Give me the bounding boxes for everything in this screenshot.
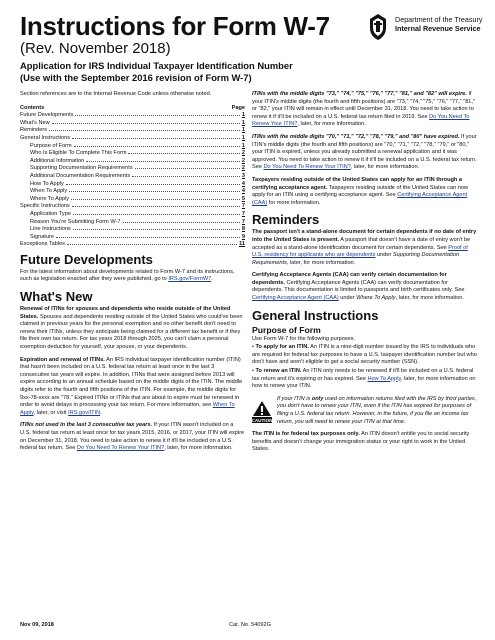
toc-leader-dots xyxy=(72,206,240,207)
toc-leader-dots xyxy=(86,161,240,162)
caution-box xyxy=(252,396,477,426)
toc-row[interactable] xyxy=(20,181,245,189)
apply-bullet-text: An ITIN is a nine-digit number issued by the IRS to individuals who are required for federal tax purposes to have a U.S. taxpayer identification number but who don't have and aren't eligible to get a social security number (SSN). xyxy=(252,344,477,366)
renew-bullet: • To renew an ITIN. An ITIN only needs to be renewed if it'll be included on a U.S. federal tax return and it's expiring or has expired. See How To Apply, later, for more information on how to renew your ITIN. xyxy=(252,368,476,390)
renew-bullet-lead: To renew an ITIN. xyxy=(255,368,302,375)
revision-date: (Rev. November 2018) xyxy=(20,40,171,57)
renew-itin-link-1[interactable]: Do You Need To Renew Your ITIN? xyxy=(76,445,165,452)
toc-row[interactable] xyxy=(20,241,245,249)
caution-triangle-icon xyxy=(252,400,272,424)
federal-only-lead: The ITIN is for federal tax purposes only. xyxy=(252,431,360,438)
page-heading: Page xyxy=(231,104,245,111)
formw7-link[interactable]: IRS.gov/FormW7 xyxy=(168,276,212,283)
toc-leader-dots xyxy=(69,191,240,192)
toc-page-link[interactable]: 9 xyxy=(241,233,245,240)
toc-label: Future Developments xyxy=(20,112,74,119)
agency-name xyxy=(395,15,483,33)
residency-proof-link[interactable]: Proof of U.S. residency for applicants who are dependents xyxy=(252,244,468,259)
when-to-apply-link[interactable]: When To Apply xyxy=(20,402,235,416)
toc-label: Where To Apply xyxy=(30,195,70,202)
federal-only-paragraph xyxy=(252,431,477,454)
caution-label: CAUTION xyxy=(252,417,272,423)
general-instructions-heading: General Instructions xyxy=(252,307,379,323)
will-expire-lead: ITINs with the middle digits "73," "74," "75," "76," "77," "81," and "82" will expire. xyxy=(252,91,467,97)
renew-itin-link-3[interactable]: Do You Need To Renew Your ITIN? xyxy=(263,164,351,171)
expiration-mid: , later, or visit xyxy=(33,409,69,416)
purpose-lead: Use Form W-7 for the following purposes. xyxy=(252,335,356,342)
toc-leader-dots xyxy=(73,214,240,215)
toc-leader-dots xyxy=(66,184,240,185)
left-column xyxy=(20,91,245,458)
caa-mid: under xyxy=(338,295,357,302)
toc-page-link[interactable]: 2 xyxy=(241,165,245,172)
purpose-of-form-heading: Purpose of Form xyxy=(252,324,321,335)
toc-label: Line Instructions xyxy=(30,226,71,233)
renew-itin-link-2[interactable]: Do You Need To Renew Your ITIN? xyxy=(252,113,470,128)
caa-paragraph xyxy=(252,272,477,302)
caa-text: Certifying Acceptance Agents (CAA) can verify documentation for dependents. This documentation is limited to passports and birth certificates only. See xyxy=(252,279,465,294)
expiration-paragraph xyxy=(20,357,245,418)
passport-end: , later, for more information. xyxy=(286,259,356,266)
footer-date: Nov 09, 2018 xyxy=(20,622,54,628)
toc-page-link[interactable]: 7 xyxy=(241,218,245,225)
have-expired-end: , later, for more information. xyxy=(350,164,420,171)
federal-only-text: An ITIN doesn't entitle you to social security benefits and doesn't change your immigration status or your right to work in the United States. xyxy=(252,431,470,453)
toc-page-link[interactable]: 11 xyxy=(239,241,245,248)
expiration-lead: Expiration and renewal of ITINs. xyxy=(20,356,105,363)
toc-page-link[interactable]: 7 xyxy=(241,203,245,210)
toc-page-link[interactable]: 7 xyxy=(241,210,245,217)
outside-us-paragraph xyxy=(252,177,477,207)
toc-label: Purpose of Form xyxy=(30,142,72,149)
toc-row[interactable] xyxy=(20,135,245,143)
toc-label: Supporting Documentation Requirements xyxy=(30,165,133,172)
toc-label: General Instructions xyxy=(20,134,71,141)
toc-page-link[interactable]: 1 xyxy=(241,142,245,149)
not-used-text: If your ITIN wasn't included on a U.S. federal tax return at least once for tax years 2015, 2016, or 2017, your ITIN will expire on December 31, 2018. You need to take action to renew it if it'll be included on a U.S. federal tax return. See xyxy=(20,422,245,452)
toc-page-link[interactable]: 1 xyxy=(241,134,245,141)
reminders-heading: Reminders xyxy=(252,212,320,228)
renewal-spouses-paragraph xyxy=(20,306,245,352)
toc-row[interactable] xyxy=(20,226,245,234)
document-subtitle xyxy=(20,60,293,83)
toc-row[interactable] xyxy=(20,211,245,219)
renewal-spouses-text: Spouses and dependents residing outside of the United States who could've been claimed in previous years for the personal exemption and no other benefit don't need to renew their ITINs, unless they anticipate being claimed for a different tax benefit or if they file their own tax return. For tax years 2018 through 2025, you can't claim a personal exemption deduction for yourself, your spouse, or your dependents. xyxy=(20,313,243,351)
have-expired-text: If your ITIN's middle digits (the fourth and fifth positions) are "70," "71," "72," "78," "79," or "80," your ITIN is expired, unless you already submitted a renewal application and it was approved. You need to take action to renew it if it'll be included on a U.S. federal tax return. See xyxy=(252,133,477,171)
toc-row[interactable] xyxy=(20,196,245,204)
document-title: Instructions for Form W-7 xyxy=(20,11,330,41)
toc-label: Specific Instructions xyxy=(20,203,70,210)
caa-link-1[interactable]: Certifying Acceptance Agent (CAA) xyxy=(252,192,468,206)
contents-heading: Contents xyxy=(20,104,45,111)
catalog-number: Cat. No. 54092G xyxy=(229,622,271,628)
passport-paragraph xyxy=(252,229,477,267)
section-reference-note: Section references are to the Internal Revenue Code unless otherwise noted. xyxy=(20,91,212,97)
toc-row[interactable] xyxy=(20,219,245,227)
caution-icon xyxy=(252,400,272,424)
toc-label: Signature xyxy=(30,233,54,240)
passport-lead: The passport isn't a stand-alone document for certain dependents if no date of entry into the United States is present. xyxy=(252,229,477,243)
toc-page-link[interactable]: 1 xyxy=(241,119,245,126)
toc-label: How To Apply xyxy=(30,180,64,187)
toc-leader-dots xyxy=(128,153,239,154)
irs-label: Internal Revenue Service xyxy=(395,24,481,33)
not-used-end: , later, for more information. xyxy=(164,445,233,452)
expiration-end: . xyxy=(100,409,102,416)
not-used-lead: ITINs not used in the last 3 consecutive tax years. xyxy=(20,422,153,429)
subtitle-line-1: Application for IRS Individual Taxpayer Identification Number xyxy=(20,60,293,71)
toc-row[interactable] xyxy=(20,173,245,181)
toc-label: Who Is Eligible To Complete This Form xyxy=(30,150,127,157)
toc-row[interactable] xyxy=(20,127,245,135)
toc-page-link[interactable]: 4 xyxy=(241,180,245,187)
toc-leader-dots xyxy=(56,237,240,238)
department-label: Department of the Treasury xyxy=(395,15,483,24)
irs-eagle-logo-icon xyxy=(367,13,389,41)
have-expired-lead: ITINs with the middle digits "70," "71," "72," "78," "79," and "80" have expired. xyxy=(252,133,460,140)
toc-leader-dots xyxy=(49,130,240,131)
whats-new-heading: What's New xyxy=(20,289,93,305)
future-end: . xyxy=(211,276,213,283)
caa-link-2[interactable]: Certifying Acceptance Agent (CAA) xyxy=(252,295,339,302)
toc-row[interactable] xyxy=(20,143,245,151)
renew-bullet-end: , later, for more information on how to renew your ITIN. xyxy=(252,375,476,390)
caution-text xyxy=(277,396,477,426)
caution-only: only xyxy=(311,395,324,402)
outside-us-lead: Taxpayers residing outside of the United States can apply for an ITIN through a certifying acceptance agent. xyxy=(252,176,463,191)
toc-page-link[interactable]: 3 xyxy=(241,172,245,179)
toc-leader-dots xyxy=(67,244,237,245)
toc-label: Exceptions Tables xyxy=(20,241,65,248)
toc-leader-dots xyxy=(123,222,240,223)
toc-row[interactable] xyxy=(20,203,245,211)
toc-leader-dots xyxy=(52,123,240,124)
toc-row[interactable] xyxy=(20,150,245,158)
future-developments-text xyxy=(20,269,245,284)
renewal-spouses-lead: Renewal of ITINs for spouses and dependents who reside outside of the United States. xyxy=(20,306,231,320)
toc-label: When To Apply xyxy=(30,188,68,195)
future-text: For the latest information about developments related to Form W-7 and its instructions, such as legislation enacted after they were published, go to xyxy=(20,268,235,283)
toc-label: Reminders xyxy=(20,127,48,134)
outside-us-text: Taxpayers residing outside of the United States can now apply for an ITIN using a certifying acceptance agent. See xyxy=(252,184,468,199)
toc-page-link[interactable]: 2 xyxy=(241,157,245,164)
will-expire-paragraph xyxy=(252,91,477,129)
toc-leader-dots xyxy=(74,146,240,147)
toc-leader-dots xyxy=(73,229,240,230)
toc-leader-dots xyxy=(71,199,240,200)
future-developments-heading: Future Developments xyxy=(20,251,153,267)
toc-row[interactable] xyxy=(20,158,245,166)
right-column xyxy=(252,91,477,459)
caa-end: , later, for more information. xyxy=(395,295,464,302)
passport-text: A passport that doesn't have a date of entry won't be accepted as a stand-alone identification document for certain dependents. See xyxy=(252,236,471,251)
toc-page-link[interactable]: 1 xyxy=(241,112,245,119)
caa-lead: Certifying Acceptance Agents (CAA) can verify certain documentation for dependents. xyxy=(252,272,447,286)
not-used-paragraph xyxy=(20,422,245,452)
toc-row[interactable] xyxy=(20,188,245,196)
where-to-apply-ref: Where To Apply xyxy=(356,295,396,302)
expiration-text: An IRS individual taxpayer identification number (ITIN) that hasn't been included on a U.S. federal tax return at least once in the last 3 consecutive tax years will expire. In addition, ITINs that were assigned before 2013 will expire according to an annual schedule based on the middle digits of the ITIN. The middle digits refer to the fourth and fifth positions of the ITIN. For example, the middle digits for 9xx-78-xxxx are "78." Expired ITINs or ITINs that are about to expire must be renewed in order to avoid delays in processing your tax return. For more information, see xyxy=(20,356,243,409)
caution-body: used on information returns filed with the IRS by third parties, you don't have to renew your ITIN, even if the ITIN has expired for purposes of filing a U.S. federal tax return. However, in the future, if you file an income tax return, you will need to renew your ITIN at that time. xyxy=(277,395,477,425)
passport-mid: under xyxy=(375,252,393,259)
renew-bullet-text: An ITIN only needs to be renewed if it'll be included on a U.S. federal tax return and it's expiring or has expired. See xyxy=(252,368,474,382)
toc-label: Reason You're Submitting Form W-7 xyxy=(30,218,121,225)
toc-page-link[interactable]: 1 xyxy=(241,127,245,134)
irs-itin-link[interactable]: IRS.gov/ITIN xyxy=(68,409,101,416)
apply-bullet-lead: To apply for an ITIN. xyxy=(255,344,309,351)
toc-label: Additional Documentation Requirements xyxy=(30,172,131,179)
toc-page-link[interactable]: 4 xyxy=(241,188,245,195)
contents-header xyxy=(20,105,245,113)
toc-row[interactable] xyxy=(20,165,245,173)
toc-leader-dots xyxy=(72,138,240,139)
apply-bullet: • To apply for an ITIN. An ITIN is a nine-digit number issued by the IRS to individuals who are required for federal tax purposes to have a U.S. taxpayer identification number but who don't have and aren't eligible to get a social security number (SSN). xyxy=(252,344,477,366)
toc-leader-dots xyxy=(135,168,240,169)
toc-page-link[interactable]: 2 xyxy=(241,150,245,157)
how-to-apply-link[interactable]: How To Apply xyxy=(367,375,401,382)
table-of-contents xyxy=(20,112,245,249)
toc-page-link[interactable]: 8 xyxy=(241,226,245,233)
toc-label: Additional Information xyxy=(30,157,85,164)
toc-label: Application Type xyxy=(30,210,71,217)
toc-leader-dots xyxy=(75,115,239,116)
caution-pre: If your ITIN is xyxy=(277,395,312,402)
outside-us-end: for more information. xyxy=(267,199,321,206)
will-expire-end: , later, for more information. xyxy=(297,121,366,128)
will-expire-text: If your ITIN's middle digits (the fourth and fifth positions) are "73," "74," "75," "76," "77," "81," or "82," your ITIN will remain in effect until December 31, 2018. You need to take action to renew it if it'll be included on a U.S. federal tax return filed in 2019. See xyxy=(252,91,475,120)
supporting-docs-ref: Supporting Documentation Requirements xyxy=(252,252,460,266)
have-expired-paragraph xyxy=(252,134,477,172)
toc-row[interactable] xyxy=(20,234,245,242)
toc-row[interactable] xyxy=(20,112,245,120)
toc-leader-dots xyxy=(132,176,240,177)
toc-page-link[interactable]: 5 xyxy=(241,195,245,202)
toc-label: What's New xyxy=(20,119,50,126)
toc-row[interactable] xyxy=(20,120,245,128)
subtitle-line-2: (Use with the September 2016 revision of Form W-7) xyxy=(20,71,252,83)
